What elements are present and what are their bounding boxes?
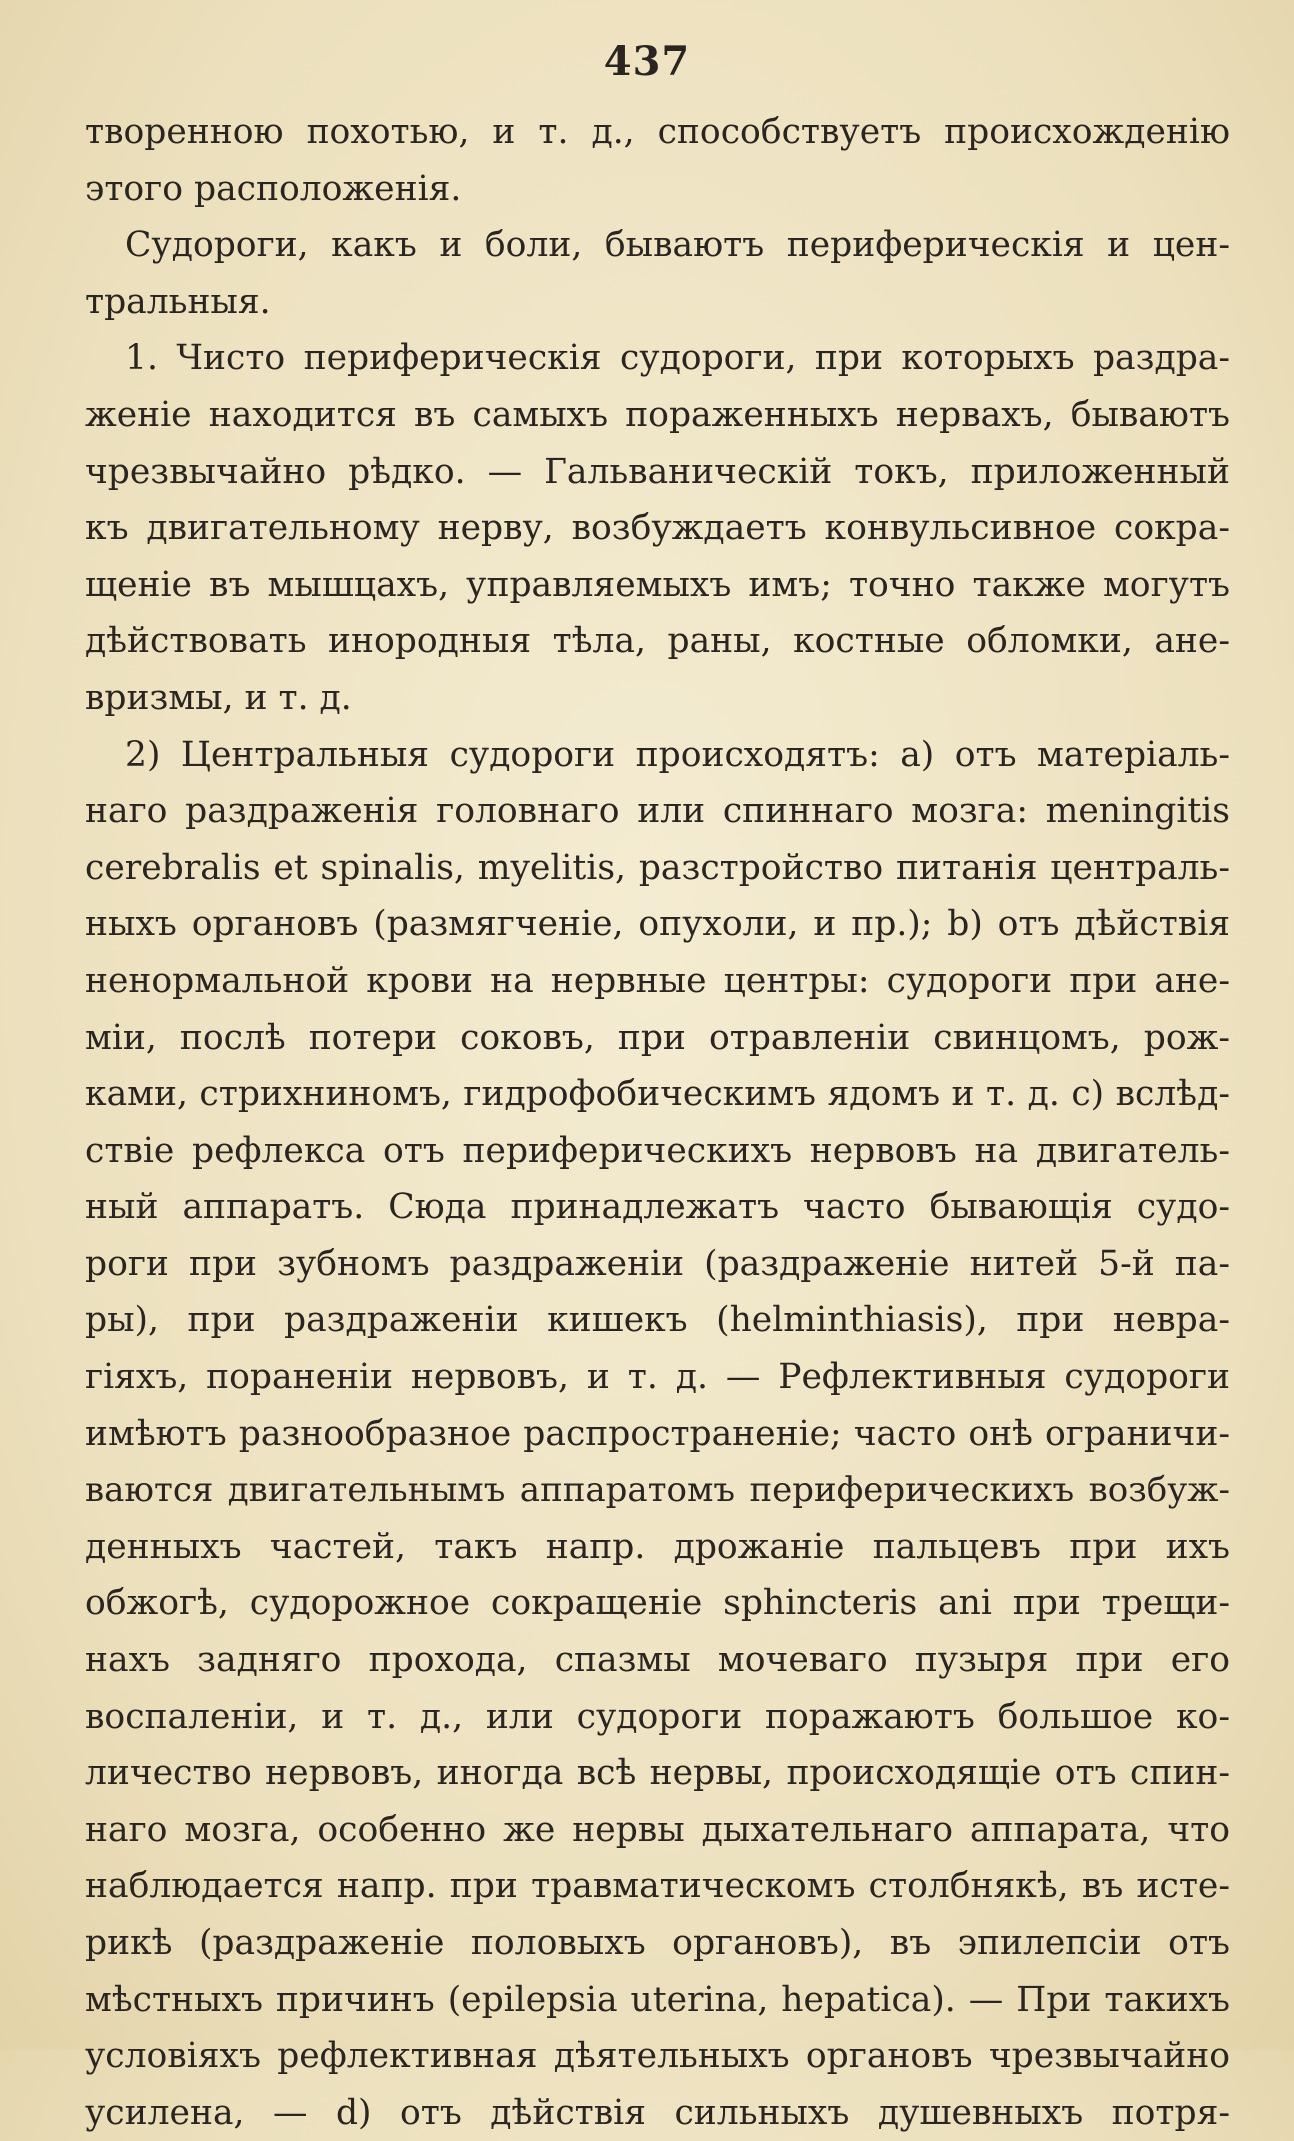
text-line: щеніе въ мышцахъ, управляемыхъ имъ; точно также могутъ	[85, 564, 1230, 605]
text-line: усилена, — d) отъ дѣйствія сильныхъ душевныхъ потря-	[85, 2092, 1230, 2133]
text-line: роги при зубномъ раздраженіи (раздраженіе нитей 5-й па-	[85, 1243, 1230, 1284]
text-line: ныхъ органовъ (размягченіе, опухоли, и пр.); b) отъ дѣйствія	[85, 904, 1230, 945]
text-line: женіе находится въ самыхъ пораженныхъ нервахъ, бываютъ	[85, 394, 1230, 435]
text-line: денныхъ частей, такъ напр. дрожаніе пальцевъ при ихъ	[85, 1526, 1230, 1567]
text-line: гіяхъ, пораненіи нервовъ, и т. д. — Рефлективныя судороги	[85, 1357, 1230, 1398]
text-line: мѣстныхъ причинъ (epilepsia uterina, hepatica). — При такихъ	[85, 1979, 1230, 2020]
text-line: наго мозга, особенно же нервы дыхательнаго аппарата, что	[85, 1809, 1230, 1850]
text-line: ствіе рефлекса отъ периферическихъ нервовъ на двигатель-	[85, 1130, 1230, 1171]
text-line: рикѣ (раздраженіе половыхъ органовъ), въ эпилепсіи отъ	[85, 1923, 1230, 1963]
text-line: обжогѣ, судорожное сокращеніе sphincteris ani при трещи-	[85, 1583, 1230, 1624]
text-line: 2) Центральныя судороги происходятъ: a) отъ матеріаль-	[125, 734, 1230, 775]
text-line: Судороги, какъ и боли, бываютъ периферическія и цен-	[125, 225, 1230, 266]
text-line: нахъ задняго прохода, спазмы мочеваго пузыря при его	[85, 1640, 1230, 1681]
text-line: ваются двигательнымъ аппаратомъ периферическихъ возбуж-	[85, 1470, 1230, 1511]
text-line: наго раздраженія головнаго или спиннаго мозга: meningitis	[85, 791, 1230, 832]
text-line: этого расположенія.	[85, 168, 462, 209]
page-number: 437	[603, 38, 691, 85]
text-line: имѣютъ разнообразное распространеніе; часто онѣ ограничи-	[85, 1413, 1230, 1454]
text-line: творенною похотью, и т. д., способствуетъ происхожденію	[85, 112, 1230, 152]
text-line: ненормальной крови на нервные центры: судороги при ане-	[85, 960, 1230, 1001]
text-line: къ двигательному нерву, возбуждаетъ конвульсивное сокра-	[85, 508, 1230, 549]
text-line: тральныя.	[85, 281, 271, 322]
text-line: вризмы, и т. д.	[85, 677, 352, 718]
body-text	[85, 104, 1230, 2141]
text-line: міи, послѣ потери соковъ, при отравленіи свинцомъ, рож-	[85, 1017, 1230, 1058]
text-line: условіяхъ рефлективная дѣятельныхъ органовъ чрезвычайно	[85, 2036, 1230, 2077]
text-line: ры), при раздраженіи кишекъ (helminthiasis), при невра-	[85, 1300, 1230, 1341]
text-line: ками, стрихниномъ, гидрофобическимъ ядомъ и т. д. c) вслѣд-	[85, 1074, 1230, 1115]
text-line: ный аппаратъ. Сюда принадлежатъ часто бывающія судо-	[85, 1187, 1230, 1228]
text-line: наблюдается напр. при травматическомъ столбнякѣ, въ исте-	[85, 1866, 1230, 1907]
text-line: cerebralis et spinalis, myelitis, разстройство питанія централь-	[85, 847, 1230, 888]
text-line: дѣйствовать инородныя тѣла, раны, костные обломки, ане-	[85, 621, 1230, 662]
text-line: чрезвычайно рѣдко. — Гальваническій токъ, приложенный	[85, 451, 1230, 492]
text-line: личество нервовъ, иногда всѣ нервы, происходящіе отъ спин-	[85, 1753, 1230, 1794]
text-line: 1. Чисто периферическія судороги, при которыхъ раздра-	[125, 338, 1230, 379]
text-line: воспаленіи, и т. д., или судороги поражаютъ большое ко-	[85, 1696, 1230, 1737]
